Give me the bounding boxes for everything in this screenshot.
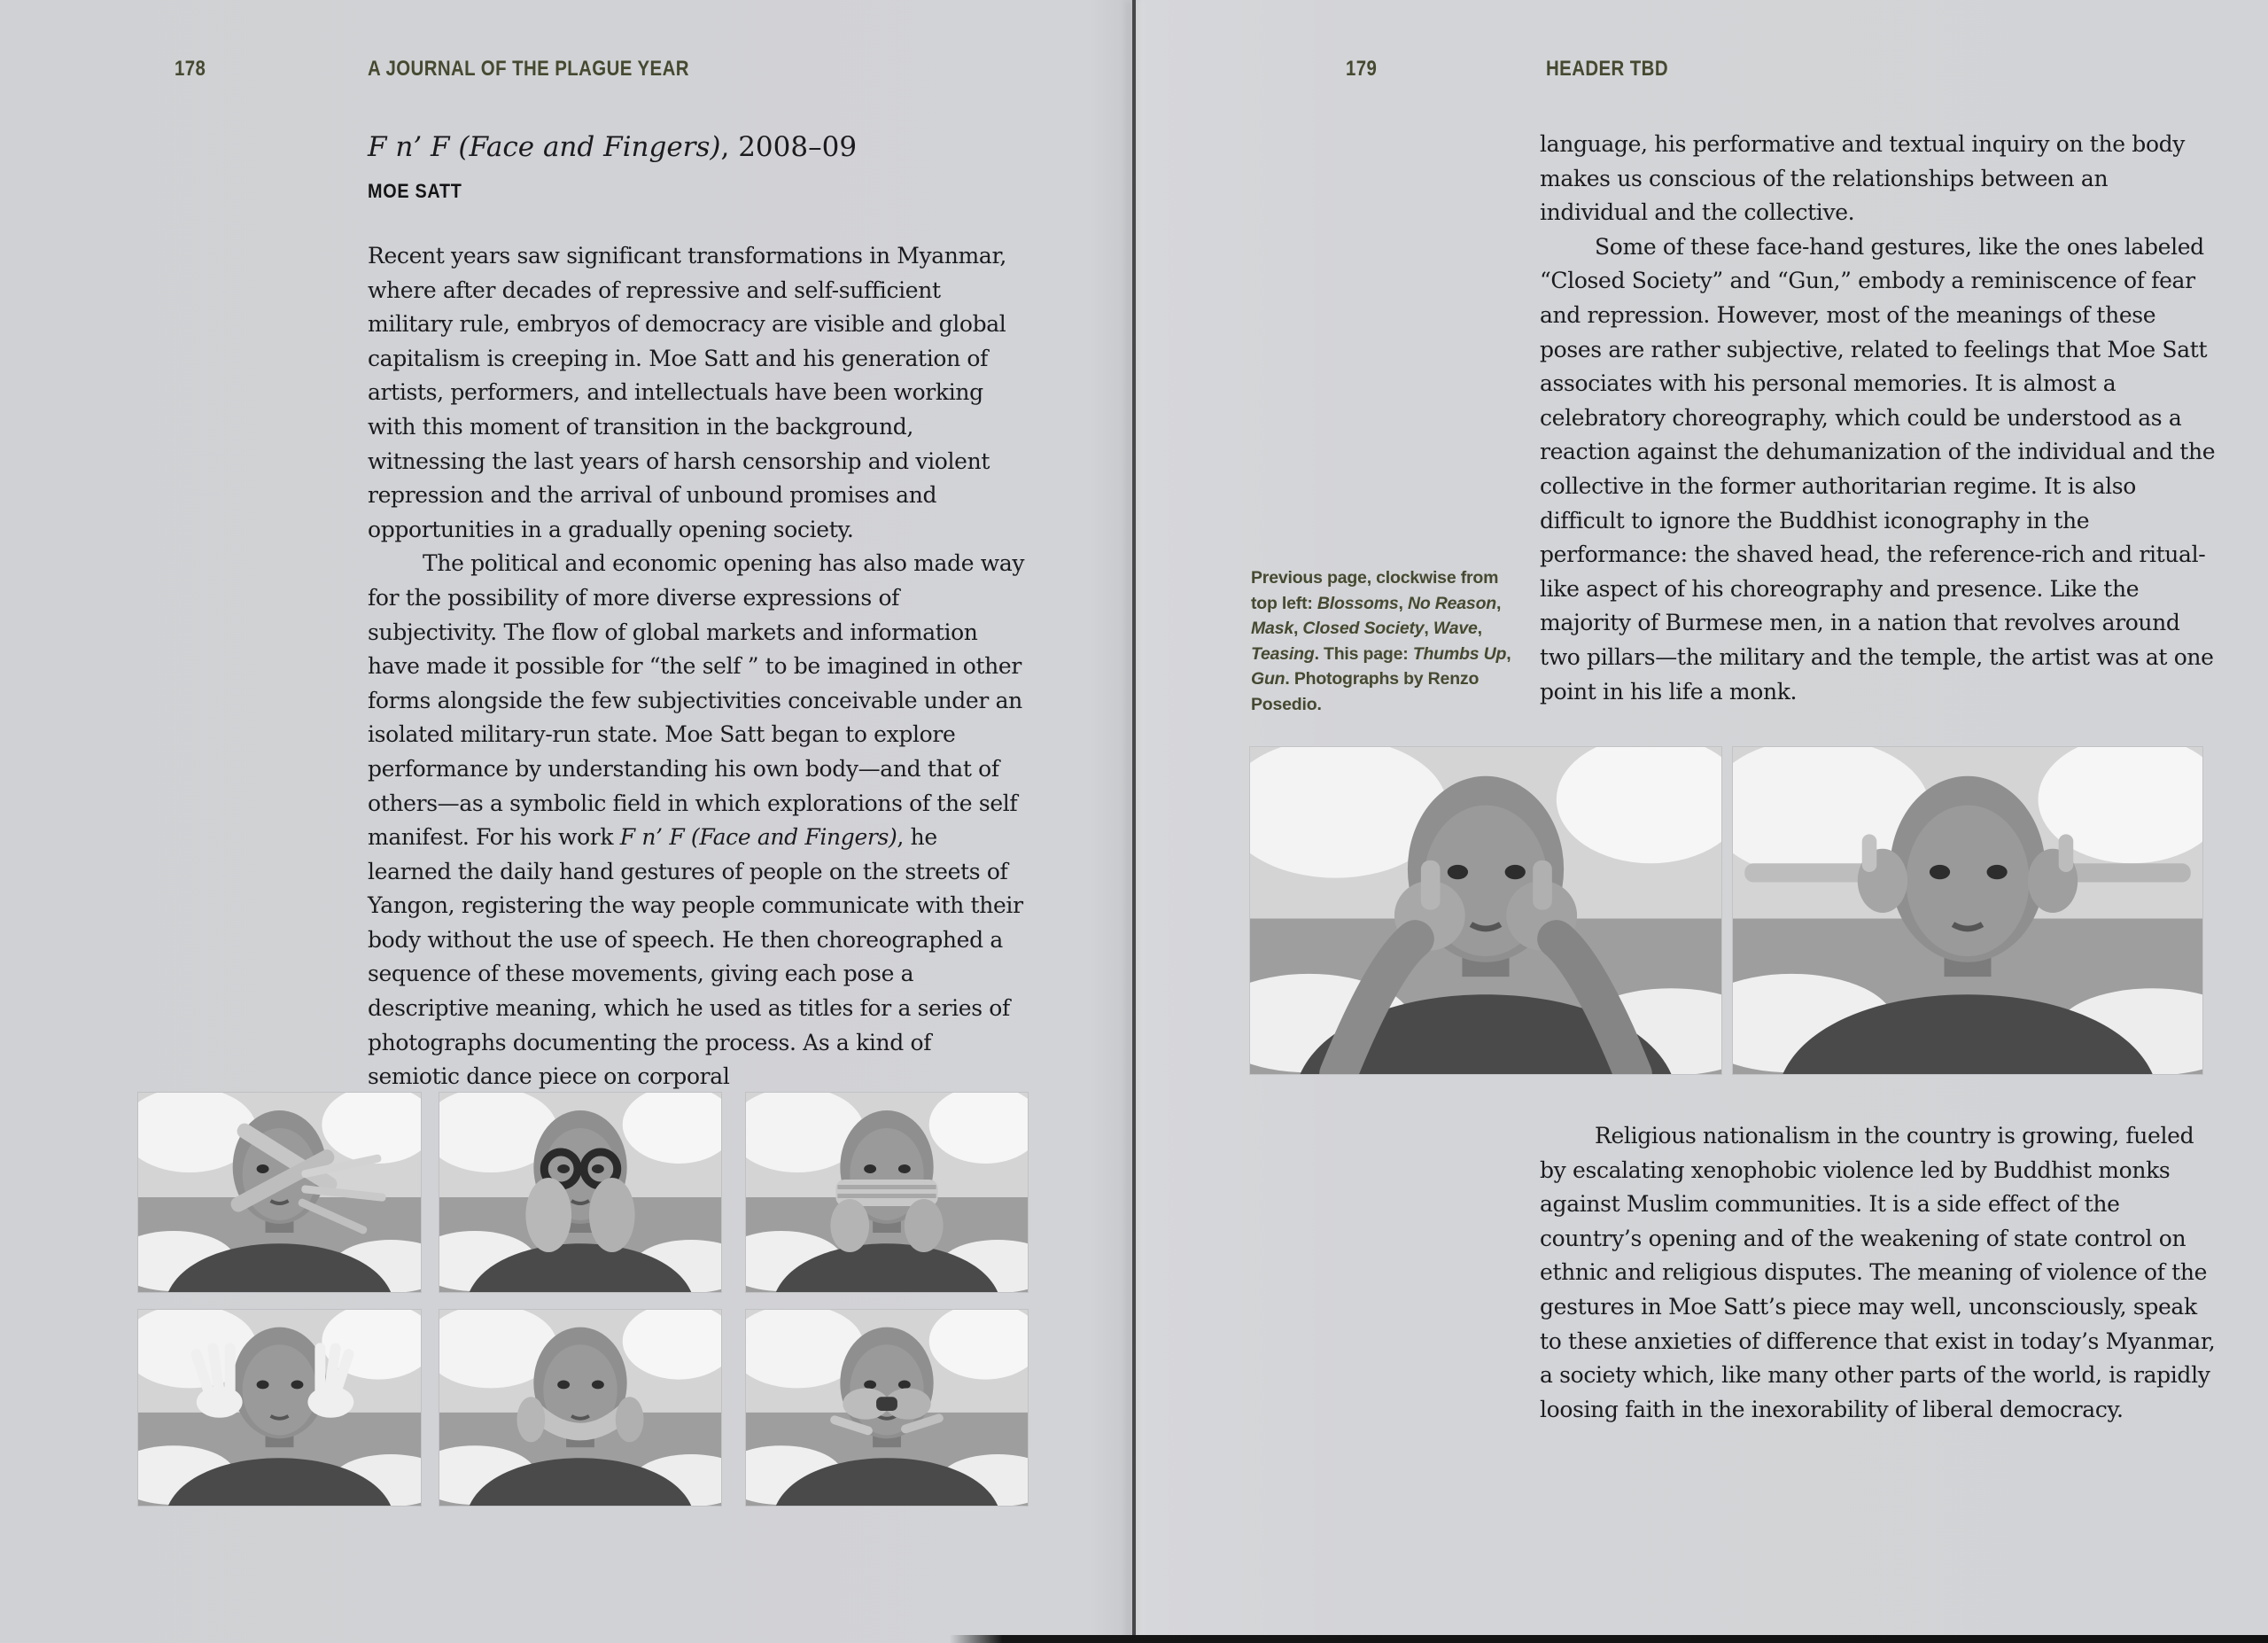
photo-thumbs-up [1250,747,1721,1074]
photo-teasing [138,1310,421,1506]
photo-caption: Previous page, clockwise from top left: Blossoms, No Reason, Mask, Closed Society, Wave, Teasing. This page: Thumbs Up, Gun. Photographs by Renzo Posedio. [1251,568,1511,714]
body-paragraph-3: language, his performative and textual inquiry on the body makes us conscious of the relationships between an individual and the collective. [1540,131,2186,226]
right-running-header: HEADER TBD [1546,57,1668,81]
left-running-header-container [368,57,746,82]
page-gutter [1132,0,1136,1643]
right-text-column [1540,128,2218,709]
left-text-column [368,239,1025,1094]
photo-gun [1733,747,2202,1074]
right-text-column-lower [1540,1119,2220,1427]
article-title [368,131,857,163]
body-paragraph-5: Religious nationalism in the country is growing, fueled by escalating xenophobic violence led by Buddhist monks against Muslim communities. It is a side effect of the country’s opening and of the weakening of state control on ethnic and religious disputes. The meaning of violence of the gestures in Moe Satt’s piece may well, unconsciously, speak to these anxieties of difference that exist in today’s Myanmar, a society which, like many other parts of the world, is rapidly loosing faith in the inexorability of liberal democracy. [1540,1123,2216,1422]
body-paragraph-2: The political and economic opening has also made way for the possibility of more diverse expressions of subjectivity. The flow of global markets and information have made it possible for “the self ” to be imagined in other forms alongside the few subjectivities conceivable under an isolated military-run state. Moe Satt began to explore performance by understanding his own body—and that of others—as a symbolic field in which explorations of the self manifest. For his work F n’ F (Face and Fingers), he learned the daily hand gestures of people on the streets of Yangon, registering the way people communicate with their body without the use of speech. He then choreographed a sequence of these movements, giving each pose a descriptive meaning, which he used as titles for a series of photographs documenting the process. As a kind of semiotic dance piece on corporal [368,550,1025,1090]
right-running-header-container [1546,57,1689,82]
photo-blossoms [138,1093,421,1292]
photo-no-reason [439,1093,721,1292]
photo-wave [439,1310,721,1506]
left-running-header: A JOURNAL OF THE PLAGUE YEAR [368,57,689,81]
left-page-number-container [175,57,212,82]
body-paragraph-4: Some of these face-hand gestures, like the ones labeled “Closed Society” and “Gun,” embody a reminiscence of fear and repression. However, most of the meanings of these poses are rather subjective, related to feelings that Moe Satt associates with his personal memories. It is almost a celebratory choreography, which could be understood as a reaction against the dehumanization of the individual and the collective in the former authoritarian regime. It is also difficult to ignore the Buddhist iconography in the performance: the shaved head, the reference-rich and ritual-like aspect of his choreography and presence. Like the majority of Burmese men, in a nation that revolves around two pillars—the military and the temple, the artist was at one point in his life a monk. [1540,233,2216,705]
left-page-number: 178 [175,57,206,81]
article-title-year: , 2008–09 [720,131,858,163]
book-bottom-edge [950,1635,2268,1643]
right-page-number-container [1346,57,1383,82]
photo-closed-society [746,1310,1028,1506]
right-page-number: 179 [1346,57,1378,81]
photo-mask [746,1093,1028,1292]
article-author: MOE SATT [368,180,462,202]
body-paragraph-1: Recent years saw significant transformations in Myanmar, where after decades of repressive and self-sufficient military rule, embryos of democracy are visible and global capitalism is creeping in. Moe Satt and his generation of artists, performers, and intellectuals have been working with this moment of transition in the background, witnessing the last years of harsh censorship and violent repression and the arrival of unbound promises and opportunities in a gradually opening society. [368,243,1006,542]
article-title-work: F n’ F (Face and Fingers) [368,131,721,163]
